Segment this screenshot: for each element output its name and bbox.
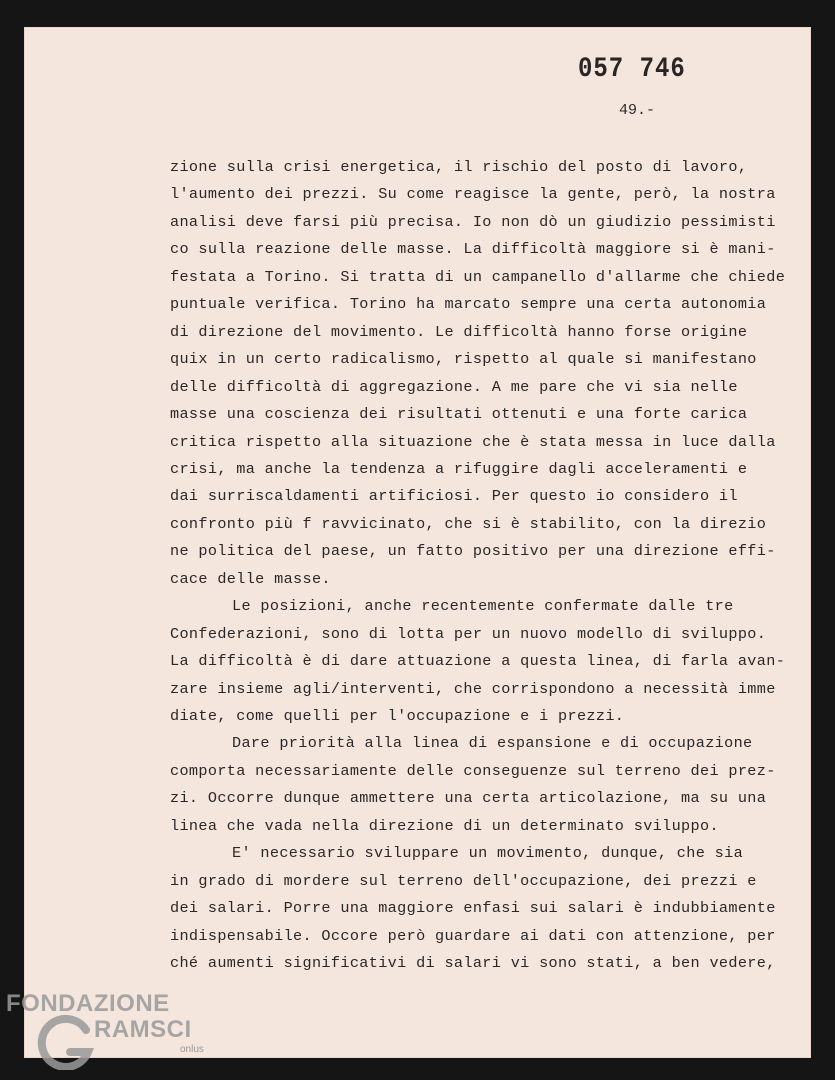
logo-suffix: onlus [180,1044,204,1055]
text-line: Dare priorità alla linea di espansione e di occupazione [232,734,753,753]
text-line: zare insieme agli/interventi, che corrispondono a necessità imme [170,679,776,698]
text-line: critica rispetto alla situazione che è stata messa in luce dalla [170,432,776,451]
text-line: Le posizioni, anche recentemente confermate dalle tre [232,597,734,616]
text-line: linea che vada nella direzione di un determinato sviluppo. [170,816,719,835]
text-line: quix in un certo radicalismo, rispetto al quale si manifestano [170,350,757,369]
text-line: di direzione del movimento. Le difficoltà hanno forse origine [170,322,748,341]
archive-number: 057 746 [578,53,686,86]
text-line: dai surriscaldamenti artificiosi. Per questo io considero il [170,487,738,506]
text-line: analisi deve farsi più precisa. Io non dò un giudizio pessimisti [170,212,776,231]
text-line: masse una coscienza dei risultati ottenuti e una forte carica [170,405,748,424]
text-line: E' necessario sviluppare un movimento, dunque, che sia [232,844,744,863]
logo-text-line2: RAMSCI [94,1016,192,1043]
text-line: diate, come quelli per l'occupazione e i prezzi. [170,707,625,725]
text-line: delle difficoltà di aggregazione. A me pare che vi sia nelle [170,377,738,396]
fondazione-gramsci-logo [4,990,214,1070]
text-line: zione sulla crisi energetica, il rischio del posto di lavoro, [170,158,748,176]
text-line: crisi, ma anche la tendenza a rifuggire dagli acceleramenti e [170,459,748,478]
text-line: confronto più f ravvicinato, che si è stabilito, con la direzio [170,514,767,533]
text-line: ché aumenti significativi di salari vi sono stati, a ben vedere, [170,954,776,973]
text-line: dei salari. Porre una maggiore enfasi sui salari è indubbiamente [170,899,776,918]
text-line: puntuale verifica. Torino ha marcato sempre una certa autonomia [170,295,767,314]
logo-text-line1: FONDAZIONE [6,990,170,1017]
text-line: indispensabile. Occore però guardare ai dati con attenzione, per [170,926,776,945]
text-line: zi. Occorre dunque ammettere una certa articolazione, ma su una [170,789,767,808]
text-line: comporta necessariamente delle conseguenze sul terreno dei prez- [170,761,776,780]
text-line: ne politica del paese, un fatto positivo per una direzione effi- [170,542,776,561]
text-line: La difficoltà è di dare attuazione a questa linea, di farla avan- [170,652,786,671]
text-line: in grado di mordere sul terreno dell'occupazione, dei prezzi e [170,871,757,890]
page-number: 49.- [619,102,656,119]
g-emblem-icon [34,1012,98,1070]
text-line: co sulla reazione delle masse. La difficoltà maggiore si è mani- [170,240,776,259]
text-line: cace delle masse. [170,569,331,588]
text-line: Confederazioni, sono di lotta per un nuovo modello di sviluppo. [170,624,767,643]
text-line: l'aumento dei prezzi. Su come reagisce la gente, però, la nostra [170,185,776,204]
text-line: festata a Torino. Si tratta di un campanello d'allarme che chiede [170,267,786,286]
